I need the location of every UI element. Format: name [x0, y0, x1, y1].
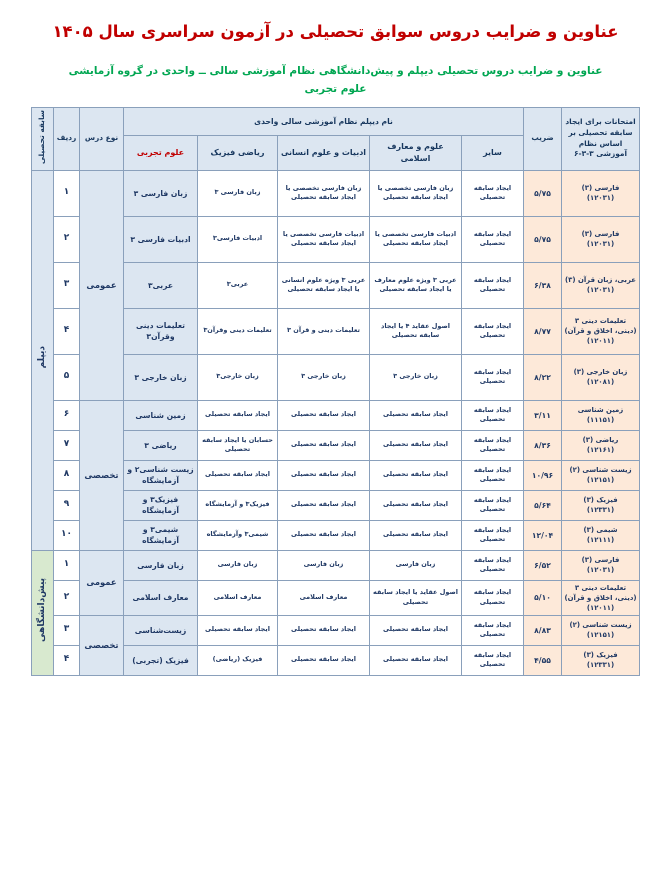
- table-row: [32, 430, 640, 460]
- cell-adabiyat: ایجاد سابقه تحصیلی: [278, 645, 370, 675]
- cell-riazi-fizik: زبان فارسی ۳: [198, 170, 278, 216]
- cell-zarib: ۵/۷۵: [524, 216, 562, 262]
- header-noe-dars: نوع درس: [80, 107, 124, 170]
- header-olum-tajrobi: علوم تجربی: [124, 135, 198, 170]
- cell-olum-tajrobi: زبان فارسی: [124, 550, 198, 580]
- cell-exam: زبان خارجی (۳) (۱۲۰۸۱): [562, 354, 640, 400]
- cell-olum-maaref: ایجاد سابقه تحصیلی: [370, 430, 462, 460]
- cell-olum-tajrobi: ادبیات فارسی ۳: [124, 216, 198, 262]
- cell-sayer: ایجاد سابقه تحصیلی: [462, 170, 524, 216]
- cell-olum-maaref: زبان خارجی ۳: [370, 354, 462, 400]
- table-row: [32, 354, 640, 400]
- cell-zarib: ۱۲/۰۴: [524, 520, 562, 550]
- cell-olum-maaref: ایجاد سابقه تحصیلی: [370, 645, 462, 675]
- cell-radif: ۸: [54, 460, 80, 490]
- cell-sayer: ایجاد سابقه تحصیلی: [462, 216, 524, 262]
- cell-sayer: ایجاد سابقه تحصیلی: [462, 645, 524, 675]
- cell-sabeghe: پیش‌دانشگاهی: [32, 550, 54, 675]
- cell-sayer: ایجاد سابقه تحصیلی: [462, 354, 524, 400]
- subtitle-line-2: علوم تجربی: [304, 82, 367, 95]
- cell-adabiyat: ایجاد سابقه تحصیلی: [278, 400, 370, 430]
- cell-noe-dars: عمومی: [80, 550, 124, 615]
- cell-olum-tajrobi: زبان خارجی ۳: [124, 354, 198, 400]
- page-subtitle: [0, 63, 671, 99]
- header-radif: ردیف: [54, 107, 80, 170]
- cell-riazi-fizik: ادبیات فارسی۳: [198, 216, 278, 262]
- cell-olum-maaref: زبان فارسی: [370, 550, 462, 580]
- header-sayer: سایر: [462, 135, 524, 170]
- cell-sayer: ایجاد سابقه تحصیلی: [462, 430, 524, 460]
- cell-riazi-fizik: عربی۳: [198, 262, 278, 308]
- cell-adabiyat: زبان فارسی: [278, 550, 370, 580]
- cell-zarib: ۸/۷۷: [524, 308, 562, 354]
- cell-olum-tajrobi: تعلیمات دینی وقرآن۳: [124, 308, 198, 354]
- cell-noe-dars: تخصصی: [80, 615, 124, 675]
- cell-radif: ۴: [54, 645, 80, 675]
- cell-olum-maaref: زبان فارسی تخصصی یا ایجاد سابقه تحصیلی: [370, 170, 462, 216]
- table-row: [32, 216, 640, 262]
- header-zarib: ضریب: [524, 107, 562, 170]
- cell-exam: زمین شناسی (۱۱۱۵۱): [562, 400, 640, 430]
- cell-zarib: ۶/۳۸: [524, 262, 562, 308]
- cell-radif: ۵: [54, 354, 80, 400]
- cell-sayer: ایجاد سابقه تحصیلی: [462, 490, 524, 520]
- cell-noe-dars: عمومی: [80, 170, 124, 400]
- cell-zarib: ۵/۷۵: [524, 170, 562, 216]
- cell-zarib: ۸/۲۲: [524, 354, 562, 400]
- table-row: [32, 170, 640, 216]
- cell-zarib: ۵/۶۴: [524, 490, 562, 520]
- table-row: [32, 308, 640, 354]
- cell-olum-tajrobi: معارف اسلامی: [124, 580, 198, 615]
- table-row: [32, 490, 640, 520]
- cell-radif: ۳: [54, 262, 80, 308]
- cell-olum-maaref: عربی ۳ ویژه علوم معارف یا ایجاد سابقه تحصیلی: [370, 262, 462, 308]
- cell-olum-tajrobi: ریاضی ۳: [124, 430, 198, 460]
- cell-sayer: ایجاد سابقه تحصیلی: [462, 550, 524, 580]
- cell-riazi-fizik: فیزیک (ریاضی): [198, 645, 278, 675]
- header-adabiyat: ادبیات و علوم انسانی: [278, 135, 370, 170]
- courses-table: [31, 107, 640, 676]
- cell-olum-tajrobi: زمین شناسی: [124, 400, 198, 430]
- cell-riazi-fizik: حسابان یا ایجاد سابقه تحصیلی: [198, 430, 278, 460]
- cell-olum-tajrobi: شیمی۳ و آزمایشگاه: [124, 520, 198, 550]
- cell-olum-tajrobi: زیست‌شناسی: [124, 615, 198, 645]
- cell-exam: تعلیمات دینی ۳ (دینی، اخلاق و قرآن)(۱۲۰۱۱): [562, 308, 640, 354]
- cell-adabiyat: ایجاد سابقه تحصیلی: [278, 460, 370, 490]
- cell-radif: ۲: [54, 580, 80, 615]
- cell-radif: ۱: [54, 550, 80, 580]
- cell-adabiyat: ادبیات فارسی تخصصی یا ایجاد سابقه تحصیلی: [278, 216, 370, 262]
- cell-adabiyat: معارف اسلامی: [278, 580, 370, 615]
- cell-olum-tajrobi: فیزیک (تجربی): [124, 645, 198, 675]
- cell-exam: عربی، زبان قرآن (۳) (۱۲۰۳۱): [562, 262, 640, 308]
- cell-sayer: ایجاد سابقه تحصیلی: [462, 615, 524, 645]
- cell-sayer: ایجاد سابقه تحصیلی: [462, 580, 524, 615]
- cell-radif: ۱: [54, 170, 80, 216]
- cell-sayer: ایجاد سابقه تحصیلی: [462, 262, 524, 308]
- cell-exam: فارسی (۳) (۱۲۰۳۱): [562, 216, 640, 262]
- cell-zarib: ۱۰/۹۶: [524, 460, 562, 490]
- cell-adabiyat: زبان خارجی ۳: [278, 354, 370, 400]
- cell-olum-maaref: ایجاد سابقه تحصیلی: [370, 615, 462, 645]
- cell-radif: ۳: [54, 615, 80, 645]
- cell-olum-maaref: ایجاد سابقه تحصیلی: [370, 460, 462, 490]
- table-row: [32, 262, 640, 308]
- table-row: [32, 460, 640, 490]
- cell-riazi-fizik: ایجاد سابقه تحصیلی: [198, 460, 278, 490]
- cell-sabeghe: دیپلم: [32, 170, 54, 550]
- cell-riazi-fizik: شیمی۳ وآزمایشگاه: [198, 520, 278, 550]
- cell-zarib: ۵/۱۰: [524, 580, 562, 615]
- table-row: [32, 615, 640, 645]
- table-row: [32, 550, 640, 580]
- table-row: [32, 580, 640, 615]
- cell-sayer: ایجاد سابقه تحصیلی: [462, 400, 524, 430]
- cell-olum-maaref: ایجاد سابقه تحصیلی: [370, 520, 462, 550]
- cell-olum-tajrobi: زیست شناسی۲ و آزمایشگاه: [124, 460, 198, 490]
- cell-riazi-fizik: ایجاد سابقه تحصیلی: [198, 400, 278, 430]
- subtitle-line-1: عناوین و ضرایب دروس تحصیلی دیپلم و پیش‌دانشگاهی نظام آموزشی سالی ــ واحدی در گروه آزمایشی: [68, 65, 603, 77]
- cell-adabiyat: ایجاد سابقه تحصیلی: [278, 615, 370, 645]
- cell-riazi-fizik: زبان فارسی: [198, 550, 278, 580]
- header-group-title: نام دیپلم نظام آموزشی سالی واحدی: [124, 107, 524, 135]
- cell-riazi-fizik: ایجاد سابقه تحصیلی: [198, 615, 278, 645]
- cell-zarib: ۳/۱۱: [524, 400, 562, 430]
- cell-adabiyat: ایجاد سابقه تحصیلی: [278, 490, 370, 520]
- cell-zarib: ۶/۵۲: [524, 550, 562, 580]
- cell-radif: ۲: [54, 216, 80, 262]
- header-olum-maaref: علوم و معارف اسلامی: [370, 135, 462, 170]
- cell-riazi-fizik: فیزیک۳ و آزمایشگاه: [198, 490, 278, 520]
- cell-radif: ۹: [54, 490, 80, 520]
- cell-zarib: ۸/۳۶: [524, 430, 562, 460]
- cell-radif: ۶: [54, 400, 80, 430]
- cell-sayer: ایجاد سابقه تحصیلی: [462, 308, 524, 354]
- cell-adabiyat: زبان فارسی تخصصی یا ایجاد سابقه تحصیلی: [278, 170, 370, 216]
- table-row: [32, 400, 640, 430]
- cell-sayer: ایجاد سابقه تحصیلی: [462, 520, 524, 550]
- cell-noe-dars: تخصصی: [80, 400, 124, 550]
- cell-olum-maaref: ایجاد سابقه تحصیلی: [370, 490, 462, 520]
- cell-exam: فیزیک (۳) (۱۲۳۳۱): [562, 645, 640, 675]
- header-sabeghe: سابقه تحصیلی: [32, 107, 54, 170]
- cell-adabiyat: ایجاد سابقه تحصیلی: [278, 520, 370, 550]
- cell-exam: تعلیمات دینی ۳ (دینی، اخلاق و قرآن)(۱۲۰۱۱): [562, 580, 640, 615]
- cell-zarib: ۴/۵۵: [524, 645, 562, 675]
- cell-exam: شیمی (۳) (۱۲۱۱۱): [562, 520, 640, 550]
- page-title: عناوین و ضرایب دروس سوابق تحصیلی در آزمون سراسری سال ۱۴۰۵: [52, 22, 619, 41]
- cell-riazi-fizik: زبان خارجی۳: [198, 354, 278, 400]
- table-row: [32, 645, 640, 675]
- header-riazi-fizik: ریاضی فیزیک: [198, 135, 278, 170]
- cell-riazi-fizik: تعلیمات دینی وقرآن۳: [198, 308, 278, 354]
- table-header-row-1: [32, 107, 640, 135]
- cell-exam: فارسی (۳) (۱۲۰۳۱): [562, 170, 640, 216]
- header-exam-col: امتحانات برای ایجاد سابقه تحصیلی بر اساس نظام آموزشی ۳-۳-۶: [562, 107, 640, 170]
- cell-zarib: ۸/۸۳: [524, 615, 562, 645]
- cell-olum-maaref: ادبیات فارسی تخصصی یا ایجاد سابقه تحصیلی: [370, 216, 462, 262]
- cell-exam: فیزیک (۳) (۱۲۳۳۱): [562, 490, 640, 520]
- cell-adabiyat: عربی ۳ ویژه علوم انسانی یا ایجاد سابقه تحصیلی: [278, 262, 370, 308]
- cell-olum-tajrobi: عربی۳: [124, 262, 198, 308]
- cell-riazi-fizik: معارف اسلامی: [198, 580, 278, 615]
- cell-exam: زیست شناسی (۲) (۱۲۱۵۱): [562, 615, 640, 645]
- cell-adabiyat: ایجاد سابقه تحصیلی: [278, 430, 370, 460]
- cell-adabiyat: تعلیمات دینی و قرآن ۳: [278, 308, 370, 354]
- table-row: [32, 520, 640, 550]
- cell-olum-maaref: اصول عقاید یا ایجاد سابقه تحصیلی: [370, 580, 462, 615]
- cell-radif: ۷: [54, 430, 80, 460]
- cell-exam: زیست شناسی (۲) (۱۲۱۵۱): [562, 460, 640, 490]
- cell-olum-tajrobi: زبان فارسی ۳: [124, 170, 198, 216]
- cell-radif: ۴: [54, 308, 80, 354]
- cell-radif: ۱۰: [54, 520, 80, 550]
- cell-sayer: ایجاد سابقه تحصیلی: [462, 460, 524, 490]
- cell-exam: فارسی (۳) (۱۲۰۳۱): [562, 550, 640, 580]
- cell-exam: ریاضی (۳) (۱۲۱۶۱): [562, 430, 640, 460]
- cell-olum-tajrobi: فیزیک۳ و آزمایشگاه: [124, 490, 198, 520]
- cell-olum-maaref: اصول عقاید ۴ یا ایجاد سابقه تحصیلی: [370, 308, 462, 354]
- cell-olum-maaref: ایجاد سابقه تحصیلی: [370, 400, 462, 430]
